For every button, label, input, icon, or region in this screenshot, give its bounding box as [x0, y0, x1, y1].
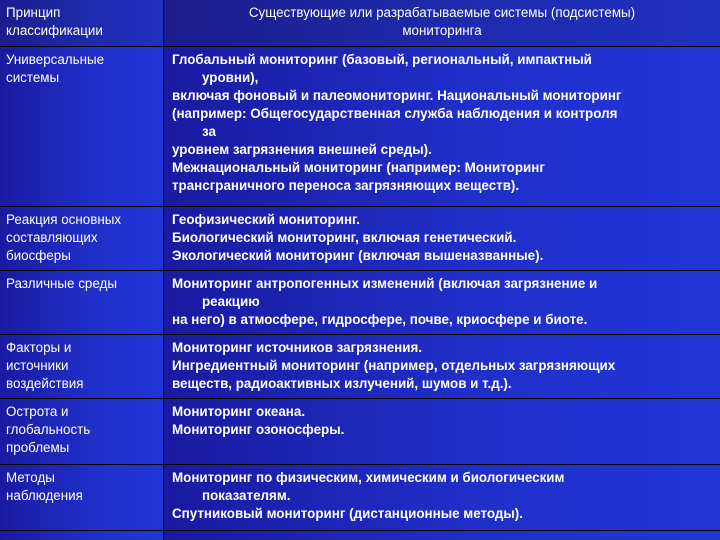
row-content-line: уровни),: [202, 70, 259, 85]
row-content-line: за: [202, 124, 216, 139]
row-content-line: на него) в атмосфере, гидросфере, почве, криосфере и биоте.: [172, 312, 588, 327]
table-row: [0, 207, 720, 270]
row-content-cell: [164, 465, 720, 530]
row-content-line: Биологический мониторинг, включая генетический.: [172, 230, 517, 245]
row-label-line: Факторы и: [6, 340, 72, 355]
row-content-cell: [164, 335, 720, 398]
row-label-line: Универсальные: [6, 52, 105, 67]
table-row: [0, 399, 720, 464]
row-content-line: показателям.: [202, 488, 291, 503]
row-content-line: Мониторинг по физическим, химическим и биологическим: [172, 470, 565, 485]
row-content-line: Глобальный мониторинг (базовый, региональный, импактный: [172, 52, 592, 67]
row-content-cell: [164, 207, 720, 270]
row-content-cell: [164, 399, 720, 464]
row-label-cell: [0, 335, 163, 398]
row-label-line: наблюдения: [6, 488, 83, 503]
row-content-line: веществ, радиоактивных излучений, шумов и т.д.).: [172, 376, 512, 391]
header-cell-systems: [164, 0, 720, 46]
row-content-line: Мониторинг источников загрязнения.: [172, 340, 423, 355]
row-content-line: Экологический мониторинг (включая вышеназванные).: [172, 248, 544, 263]
table-row: [0, 271, 720, 334]
row-label-cell: [0, 399, 163, 464]
row-label-cell: [0, 465, 163, 530]
row-label-line: биосферы: [6, 248, 71, 263]
row-label-cell: [0, 531, 163, 540]
table-row-partial: [0, 531, 720, 540]
row-label-line: составляющих: [6, 230, 98, 245]
row-content-line: Ингредиентный мониторинг (например, отдельных загрязняющих: [172, 358, 616, 373]
table-row: [0, 335, 720, 398]
header-left-line: Принцип: [6, 5, 61, 20]
table-header-row: [0, 0, 720, 46]
row-content-line: реакцию: [202, 294, 260, 309]
row-label-line: системы: [6, 70, 60, 85]
row-label-line: Острота и: [6, 404, 69, 419]
row-content-line: Мониторинг озоносферы.: [172, 422, 345, 437]
row-content-line: Мониторинг антропогенных изменений (включая загрязнение и: [172, 276, 598, 291]
row-content-line: трансграничного переноса загрязняющих веществ).: [172, 178, 520, 193]
row-content-line: (например: Общегосударственная служба наблюдения и контроля: [172, 106, 618, 121]
header-left-line: классификации: [6, 23, 103, 38]
header-right-line: мониторинга: [402, 23, 482, 38]
row-label-line: Реакция основных: [6, 212, 122, 227]
row-label-line: глобальность: [6, 422, 91, 437]
row-content-line: Межнациональный мониторинг (например: Мониторинг: [172, 160, 545, 175]
row-label-line: источники: [6, 358, 69, 373]
row-label-line: проблемы: [6, 440, 70, 455]
row-label-line: Методы: [6, 470, 55, 485]
row-label-cell: [0, 207, 163, 270]
row-content-line: Геофизический мониторинг.: [172, 212, 360, 227]
row-label-line: Различные среды: [6, 276, 117, 291]
row-label-cell: [0, 47, 163, 206]
row-content-cell: [164, 531, 720, 540]
row-content-line: Спутниковый мониторинг (дистанционные методы).: [172, 506, 523, 521]
row-content-line: включая фоновый и палеомониторинг. Национальный мониторинг: [172, 88, 622, 103]
table-row: [0, 47, 720, 206]
header-cell-principle: [0, 0, 163, 46]
row-content-line: уровнем загрязнения внешней среды).: [172, 142, 432, 157]
table-row: [0, 465, 720, 530]
row-label-cell: [0, 271, 163, 334]
row-content-line: Мониторинг океана.: [172, 404, 306, 419]
row-content-cell: [164, 47, 720, 206]
row-label-line: воздействия: [6, 376, 84, 391]
row-content-cell: [164, 271, 720, 334]
header-right-line: Существующие или разрабатываемые системы (подсистемы): [248, 5, 636, 20]
